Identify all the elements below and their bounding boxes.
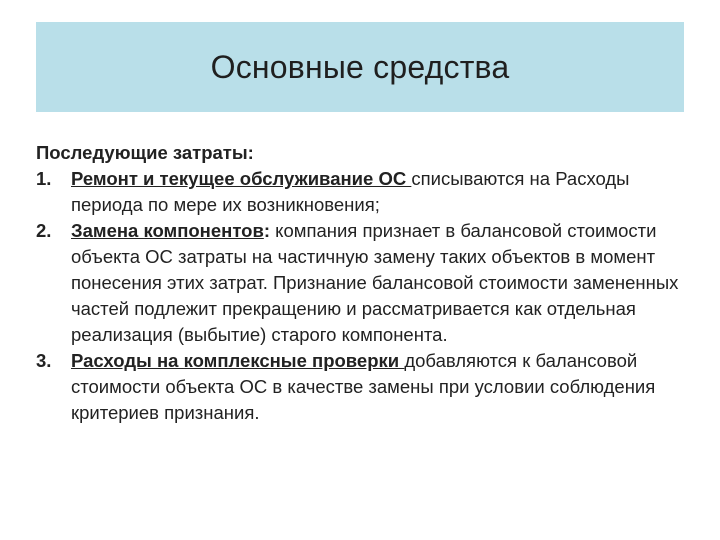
slide-content xyxy=(36,140,686,426)
list-item xyxy=(36,348,686,426)
item-term: Ремонт и текущее обслуживание ОС xyxy=(71,168,412,189)
title-band xyxy=(36,22,684,112)
item-separator: : xyxy=(263,220,270,241)
item-text: добавляются к балансовой стоимости объекта ОС в качестве замены при условии соблюдения критериев признания. xyxy=(71,350,656,423)
item-term: Расходы на комплексные проверки xyxy=(71,350,405,371)
item-number: 2. xyxy=(36,220,52,241)
item-number: 3. xyxy=(36,350,52,371)
section-heading: Последующие затраты: xyxy=(36,142,254,163)
cost-list xyxy=(36,166,686,426)
item-term: Замена компонентов xyxy=(71,220,264,241)
item-text: списываются на Расходы периода по мере их возникновения; xyxy=(71,168,630,215)
slide-title: Основные средства xyxy=(210,48,510,85)
list-item xyxy=(36,218,686,348)
list-item xyxy=(36,166,686,218)
item-number: 1. xyxy=(36,168,52,189)
item-text: компания признает в балансовой стоимости объекта ОС затраты на частичную замену таких объектов в момент понесения этих затрат. Признание балансовой стоимости замененных частей подлежит прекращению и рассматривается как отдельная реализация (выбытие) старого компонента. xyxy=(71,220,679,345)
